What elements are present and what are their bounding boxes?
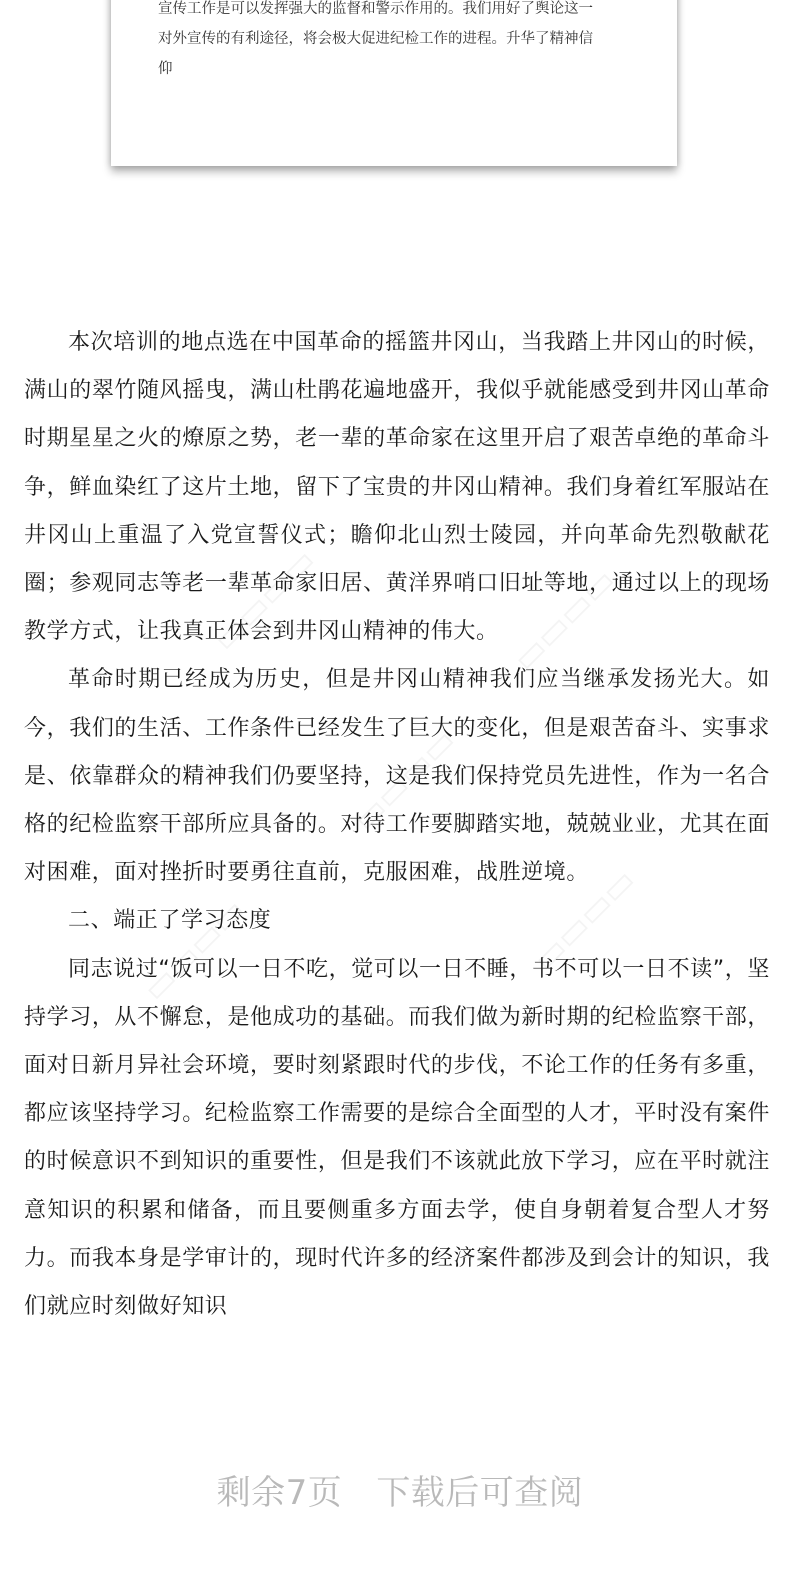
remaining-pages-label: 剩余7页 — [216, 1473, 343, 1513]
preview-text — [158, 0, 638, 84]
preview-line: 仰 — [158, 61, 173, 77]
document-body — [24, 319, 770, 1331]
preview-card — [111, 0, 677, 166]
paragraph: 同志说过“饭可以一日不吃，觉可以一日不睡，书不可以一日不读”，坚持学习，从不懈怠，是他成功的基础。而我们做为新时期的纪检监察干部，面对日新月异社会环境，要时刻紧跟时代的步伐，不论工作的任务有多重，都应该坚持学习。纪检监察工作需要的是综合全面型的人才，平时没有案件的时候意识不到知识的重要性，但是我们不该就此放下学习，应在平时就注意知识的积累和储备，而且要侧重多方面去学，使自身朝着复合型人才努力。而我本身是学审计的，现时代许多的经济案件都涉及到会计的知识，我们就应时刻做好知识 — [24, 956, 770, 1320]
remaining-pages-banner[interactable] — [0, 1465, 800, 1514]
preview-line: 宣传工作是可以发挥强大的监督和警示作用的。我们用好了舆论这一 — [158, 1, 593, 17]
preview-line: 对外宣传的有利途径，将会极大促进纪检工作的进程。升华了精神信 — [158, 31, 593, 47]
paragraph: 革命时期已经成为历史，但是井冈山精神我们应当继承发扬光大。如今，我们的生活、工作条件已经发生了巨大的变化，但是艰苦奋斗、实事求是、依靠群众的精神我们仍要坚持，这是我们保持党员先进性，作为一名合格的纪检监察干部所应具备的。对待工作要脚踏实地，兢兢业业，尤其在面对困难，面对挫折时要勇往直前，克服困难，战胜逆境。 — [24, 667, 770, 886]
download-to-view-label: 下载后可查阅 — [376, 1473, 584, 1513]
section-heading: 二、端正了学习态度 — [68, 908, 272, 934]
paragraph: 本次培训的地点选在中国革命的摇篮井冈山，当我踏上井冈山的时候，满山的翠竹随风摇曳，满山杜鹃花遍地盛开，我似乎就能感受到井冈山革命时期星星之火的燎原之势，老一辈的革命家在这里开启了艰苦卓绝的革命斗争，鲜血染红了这片土地，留下了宝贵的井冈山精神。我们身着红军服站在井冈山上重温了入党宣誓仪式；瞻仰北山烈士陵园，并向革命先烈敬献花圈；参观同志等老一辈革命家旧居、黄洋界哨口旧址等地，通过以上的现场教学方式，让我真正体会到井冈山精神的伟大。 — [24, 330, 770, 645]
